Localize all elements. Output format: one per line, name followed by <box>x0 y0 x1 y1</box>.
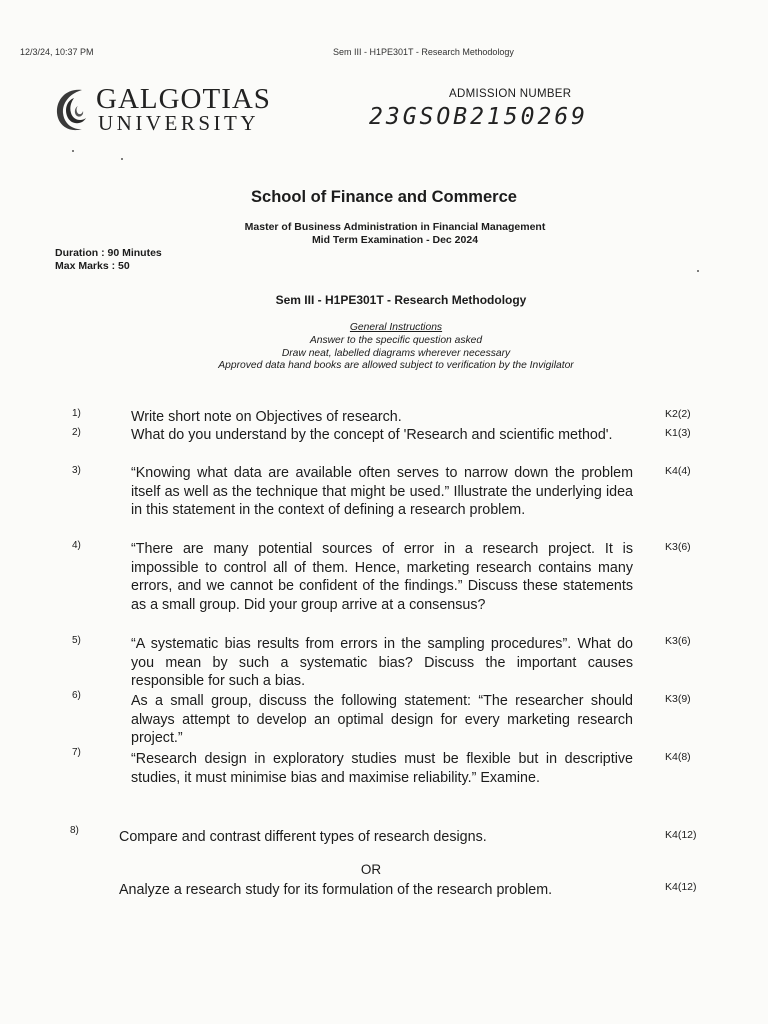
question-text: Analyze a research study for its formulation of the research problem. <box>119 882 553 898</box>
question-number: 3) <box>72 465 81 476</box>
question-text: What do you understand by the concept of 'Research and scientific method'. <box>131 427 613 443</box>
question-text: “A systematic bias results from errors in the sampling procedures”. What do you mean by such a systematic bias? Discuss the important causes responsible for such a bias. <box>131 636 633 690</box>
question-marks: K4(8) <box>665 751 691 763</box>
admission-label: ADMISSION NUMBER <box>449 88 572 100</box>
university-logo <box>52 82 272 142</box>
question-text: “Research design in exploratory studies must be flexible but in descriptive studies, it must minimise bias and maximise reliability.” Examine. <box>131 751 633 786</box>
question-number: 7) <box>72 747 81 758</box>
question-number: 8) <box>70 825 79 836</box>
instructions-title: General Instructions <box>349 322 443 333</box>
instruction-item: Approved data hand books are allowed subject to verification by the Invigilator <box>218 360 574 371</box>
question-number: 4) <box>72 540 81 551</box>
max-marks: Max Marks : 50 <box>55 260 130 272</box>
duration: Duration : 90 Minutes <box>55 247 162 259</box>
question-number: 2) <box>72 427 81 438</box>
question-marks: K3(6) <box>665 541 691 553</box>
question-marks: K2(2) <box>665 408 691 420</box>
print-title: Sem III - H1PE301T - Research Methodology <box>333 47 514 57</box>
question-number: 5) <box>72 635 81 646</box>
or-separator: OR <box>360 862 382 877</box>
program-name: Master of Business Administration in Financial Management <box>244 221 546 233</box>
question-marks: K3(9) <box>665 693 691 705</box>
swirl-logo-icon <box>52 84 96 136</box>
question-text: “There are many potential sources of error in a research project. It is impossible to control all of them. Hence, marketing research contains many errors, and we cannot be confident of the findings.” Discuss these statements as a small group. Did your group arrive at a consensus? <box>131 541 633 613</box>
question-marks: K4(12) <box>665 881 697 893</box>
university-name: GALGOTIAS <box>96 83 271 115</box>
question-text: Write short note on Objectives of research. <box>131 409 402 425</box>
question-text: “Knowing what data are available often serves to narrow down the problem itself as well as the technique that might be used.” Illustrate the underlying idea in this statement in the context of defining a research problem. <box>131 465 633 519</box>
exam-name: Mid Term Examination - Dec 2024 <box>311 234 479 246</box>
question-marks: K4(4) <box>665 465 691 477</box>
admission-number-handwritten: 23GSOB2150269 <box>369 104 589 130</box>
question-number: 6) <box>72 690 81 701</box>
print-datetime: 12/3/24, 10:37 PM <box>20 47 94 57</box>
instruction-item: Answer to the specific question asked <box>309 335 483 346</box>
question-text: As a small group, discuss the following statement: “The researcher should always attempt to develop an optimal design for every marketing research project.” <box>131 693 633 747</box>
question-text: Compare and contrast different types of research designs. <box>119 829 487 845</box>
course-title: Sem III - H1PE301T - Research Methodology <box>275 293 527 307</box>
university-subname: UNIVERSITY <box>98 111 259 135</box>
question-marks: K1(3) <box>665 427 691 439</box>
question-marks: K4(12) <box>665 829 697 841</box>
question-number: 1) <box>72 408 81 419</box>
school-name: School of Finance and Commerce <box>251 188 517 206</box>
question-marks: K3(6) <box>665 635 691 647</box>
instruction-item: Draw neat, labelled diagrams wherever necessary <box>281 348 511 359</box>
